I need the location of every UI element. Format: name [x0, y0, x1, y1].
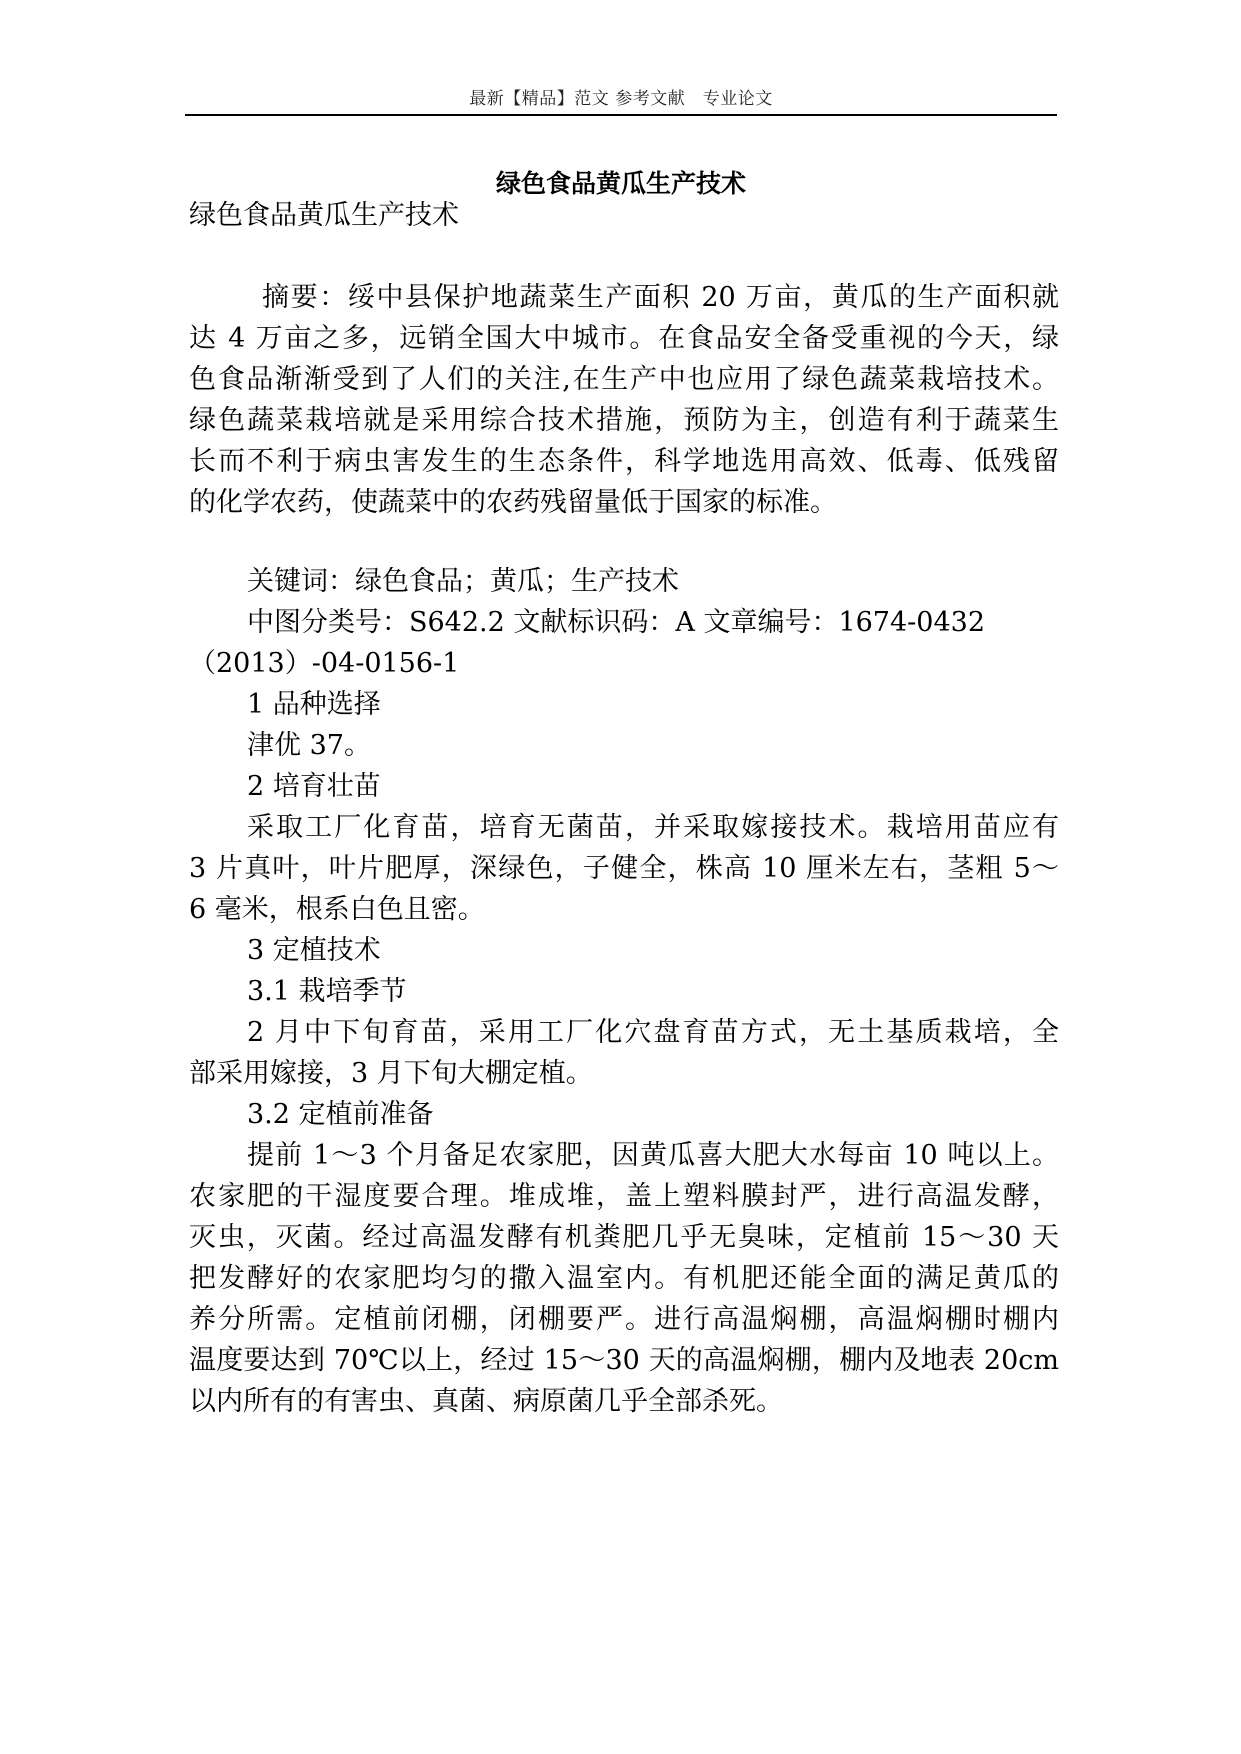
abstract-line: 的化学农药，使蔬菜中的农药残留量低于国家的标准。: [189, 487, 837, 518]
header-divider: [185, 114, 1057, 116]
body-line: 灭虫，灭菌。经过高温发酵有机粪肥几乎无臭味，定植前 15～30 天: [189, 1222, 1059, 1253]
abstract-line: 长而不利于病虫害发生的生态条件，科学地选用高效、低毒、低残留: [189, 446, 1059, 477]
classification-line: （2013）-04-0156-1: [189, 648, 460, 679]
body-line: 养分所需。定植前闭棚，闭棚要严。进行高温焖棚，高温焖棚时棚内: [189, 1304, 1059, 1335]
running-header: 最新【精品】范文 参考文献 专业论文: [469, 89, 773, 109]
abstract-line: 绿色蔬菜栽培就是采用综合技术措施，预防为主，创造有利于蔬菜生: [189, 405, 1059, 436]
body-paragraph: 津优 37。: [247, 730, 371, 761]
body-line: 3 片真叶，叶片肥厚，深绿色，子健全，株高 10 厘米左右，茎粗 5～: [189, 853, 1059, 884]
document-title: 绿色食品黄瓜生产技术: [495, 169, 746, 198]
abstract-line: 色食品渐渐受到了人们的关注,在生产中也应用了绿色蔬菜栽培技术。: [189, 364, 1059, 395]
body-line: 以内所有的有害虫、真菌、病原菌几乎全部杀死。: [189, 1386, 783, 1417]
abstract-line: 达 4 万亩之多，远销全国大中城市。在食品安全备受重视的今天，绿: [189, 323, 1059, 354]
classification-line: 中图分类号：S642.2 文献标识码：A 文章编号：1674-0432: [247, 607, 986, 638]
subsection-heading: 3.1 栽培季节: [247, 976, 407, 1007]
keywords: 关键词：绿色食品；黄瓜；生产技术: [247, 566, 679, 597]
section-heading: 3 定植技术: [247, 935, 381, 966]
body-line: 2 月中下旬育苗，采用工厂化穴盘育苗方式，无土基质栽培，全: [247, 1017, 1059, 1048]
subsection-heading: 3.2 定植前准备: [247, 1099, 434, 1130]
body-line: 农家肥的干湿度要合理。堆成堆，盖上塑料膜封严，进行高温发酵，: [189, 1181, 1059, 1212]
body-line: 6 毫米，根系白色且密。: [189, 894, 485, 925]
section-heading: 1 品种选择: [247, 689, 381, 720]
body-line: 把发酵好的农家肥均匀的撒入温室内。有机肥还能全面的满足黄瓜的: [189, 1263, 1059, 1294]
body-line: 温度要达到 70℃以上，经过 15～30 天的高温焖棚，棚内及地表 20cm: [189, 1345, 1059, 1376]
body-line: 提前 1～3 个月备足农家肥，因黄瓜喜大肥大水每亩 10 吨以上。: [247, 1140, 1059, 1171]
abstract-line: 摘要：绥中县保护地蔬菜生产面积 20 万亩，黄瓜的生产面积就: [262, 282, 1059, 313]
section-heading: 2 培育壮苗: [247, 771, 381, 802]
body-line: 采取工厂化育苗，培育无菌苗，并采取嫁接技术。栽培用苗应有: [247, 812, 1059, 843]
body-line: 部采用嫁接，3 月下旬大棚定植。: [189, 1058, 593, 1089]
document-subtitle: 绿色食品黄瓜生产技术: [189, 200, 459, 231]
